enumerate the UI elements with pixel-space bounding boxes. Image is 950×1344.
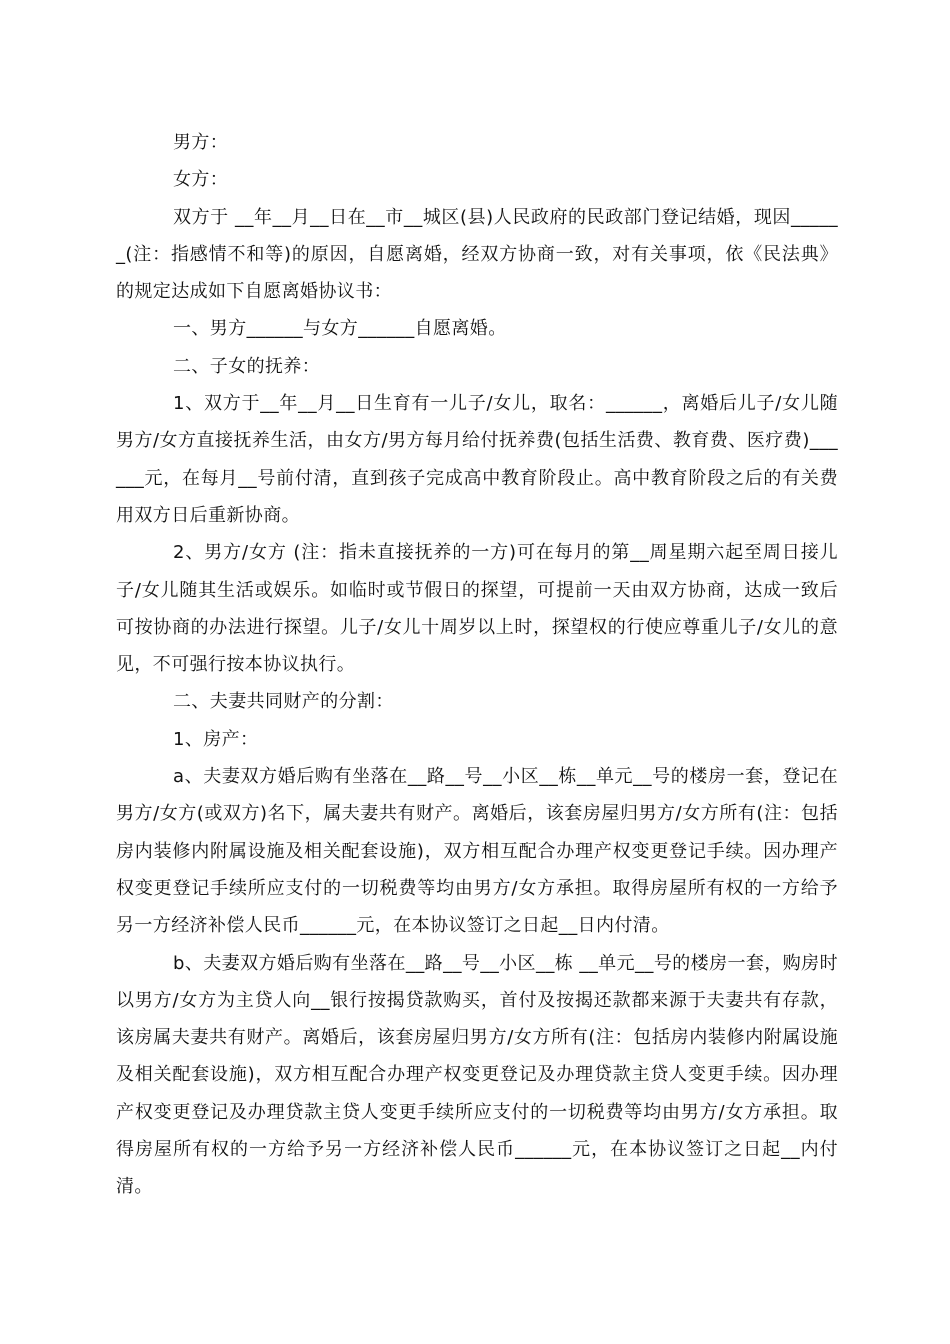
clause-property-a: a、夫妻双方婚后购有坐落在__路__号__小区__栋__单元__号的楼房一套，登记在男方/女方(或双方)名下，属夫妻共有财产。离婚后，该套房屋归男方/女方所有(注：包括房内装修内附属设施及相关配套设施)，双方相互配合办理产权变更登记手续。因办理产权变更登记手续所应支付的一切税费等均由男方/女方承担。取得房屋所有权的一方给予另一方经济补偿人民币______元，在本协议签订之日起__日内付清。: [116, 766, 838, 937]
section-heading-child-custody: 二、子女的抚养：: [173, 355, 321, 377]
preamble-paragraph: 双方于 __年__月__日在__市__城区(县)人民政府的民政部门登记结婚，现因______(注：指感情不和等)的原因，自愿离婚，经双方协商一致，对有关事项，依《民法典》的规定达成如下自愿离婚协议书：: [116, 206, 838, 303]
party-female-line: 女方：: [173, 169, 229, 191]
document-body: [116, 124, 838, 1206]
subsection-heading-real-estate: 1、房产：: [173, 728, 259, 750]
party-male-line: 男方：: [173, 132, 229, 153]
clause-child-support: 1、双方于__年__月__日生育有一儿子/女儿，取名：______，离婚后儿子/女儿随男方/女方直接抚养生活，由女方/男方每月给付抚养费(包括生活费、教育费、医疗费)______元，在每月__号前付清，直到孩子完成高中教育阶段止。高中教育阶段之后的有关费用双方日后重新协商。: [116, 393, 838, 526]
clause-visitation-rights: 2、男方/女方 (注：指未直接抚养的一方)可在每月的第__周星期六起至周日接儿子/女儿随其生活或娱乐。如临时或节假日的探望，可提前一天由双方协商，达成一致后可按协商的办法进行探望。儿子/女儿十周岁以上时，探望权的行使应尊重儿子/女儿的意见，不可强行按本协议执行。: [116, 542, 838, 676]
section-heading-property-division: 二、夫妻共同财产的分割：: [173, 691, 394, 713]
clause-property-b: b、夫妻双方婚后购有坐落在__路__号__小区__栋 __单元__号的楼房一套，购房时以男方/女方为主贷人向__银行按揭贷款购买，首付及按揭还款都来源于夫妻共有存款，该房属夫妻共有财产。离婚后，该套房屋归男方/女方所有(注：包括房内装修内附属设施及相关配套设施)，双方相互配合办理产权变更登记及办理贷款主贷人变更手续。因办理产权变更登记及办理贷款主贷人变更手续所应支付的一切税费等均由男方/女方承担。取得房屋所有权的一方给予另一方经济补偿人民币______元，在本协议签订之日起__内付清。: [116, 952, 838, 1198]
clause-divorce-consent: 一、男方______与女方______自愿离婚。: [173, 318, 507, 340]
